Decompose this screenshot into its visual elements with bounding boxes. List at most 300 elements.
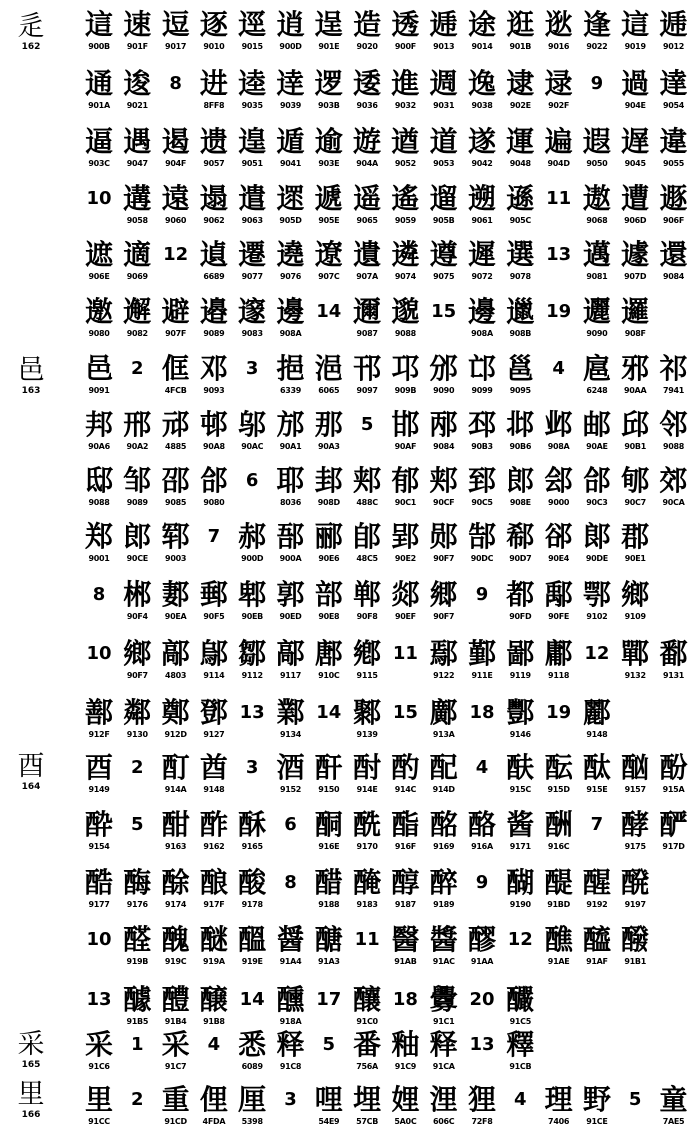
character-entry bbox=[271, 751, 311, 794]
character-entry bbox=[309, 8, 349, 51]
character-entry bbox=[462, 1083, 502, 1126]
kanji-glyph: 邈 bbox=[391, 295, 420, 328]
kanji-glyph: 鄲 bbox=[621, 637, 650, 670]
character-entry bbox=[654, 751, 694, 794]
kanji-glyph: 遙 bbox=[391, 182, 420, 215]
kanji-glyph: 釉 bbox=[391, 1028, 420, 1061]
kanji-glyph: 釋 bbox=[506, 1028, 535, 1061]
stroke-count bbox=[271, 1083, 311, 1117]
character-entry bbox=[194, 983, 234, 1026]
kanji-glyph: 酵 bbox=[621, 808, 650, 841]
character-row bbox=[80, 983, 695, 1033]
stroke-number: 2 bbox=[131, 1089, 144, 1110]
unicode-code: 9072 bbox=[471, 272, 493, 281]
character-entry bbox=[232, 67, 272, 110]
stroke-number: 2 bbox=[131, 358, 144, 379]
character-entry bbox=[500, 1028, 540, 1071]
stroke-number: 14 bbox=[316, 301, 342, 322]
character-entry bbox=[654, 808, 694, 851]
stroke-count bbox=[232, 464, 272, 498]
unicode-code: 9146 bbox=[509, 730, 531, 739]
kanji-glyph: 遂 bbox=[467, 125, 496, 158]
unicode-code: 9112 bbox=[241, 671, 263, 680]
unicode-code: 907D bbox=[624, 272, 647, 281]
character-entry bbox=[194, 696, 234, 739]
character-entry bbox=[500, 751, 540, 794]
kanji-glyph: 透 bbox=[391, 8, 420, 41]
kanji-glyph: 郢 bbox=[391, 520, 420, 553]
character-entry bbox=[271, 983, 311, 1026]
kanji-glyph: 鄹 bbox=[353, 696, 382, 729]
unicode-code: 9090 bbox=[433, 386, 455, 395]
stroke-number: 3 bbox=[245, 358, 259, 379]
character-entry bbox=[577, 751, 617, 794]
character-entry bbox=[424, 408, 464, 451]
stroke-count bbox=[271, 866, 311, 900]
unicode-code: 9052 bbox=[394, 159, 416, 168]
kanji-glyph: 酆 bbox=[506, 696, 535, 729]
kanji-glyph: 邹 bbox=[123, 464, 152, 497]
kanji-glyph: 野 bbox=[582, 1083, 611, 1116]
unicode-code: 900D bbox=[241, 554, 264, 563]
character-entry bbox=[117, 408, 157, 451]
unicode-code: 9084 bbox=[662, 272, 685, 281]
kanji-glyph: 邊 bbox=[467, 295, 496, 328]
kanji-glyph: 鄗 bbox=[276, 637, 305, 670]
kanji-glyph: 俚 bbox=[199, 1083, 228, 1116]
unicode-code: 917D bbox=[662, 842, 685, 851]
character-entry bbox=[577, 866, 617, 909]
unicode-code: 9083 bbox=[241, 329, 263, 338]
kanji-glyph: 遽 bbox=[621, 238, 650, 271]
character-entry bbox=[500, 295, 540, 338]
character-entry bbox=[79, 238, 119, 281]
unicode-code: 9088 bbox=[662, 442, 685, 451]
character-entry bbox=[385, 408, 425, 451]
kanji-glyph: 那 bbox=[314, 408, 343, 441]
kanji-glyph: 鄯 bbox=[84, 696, 113, 729]
unicode-code: 917F bbox=[203, 900, 225, 909]
kanji-glyph: 遞 bbox=[314, 182, 343, 215]
kanji-glyph: 避 bbox=[161, 295, 190, 328]
character-entry bbox=[539, 578, 579, 621]
character-entry bbox=[156, 125, 196, 168]
character-entry bbox=[500, 408, 540, 451]
unicode-code: 91C5 bbox=[509, 1017, 531, 1026]
stroke-count bbox=[232, 983, 272, 1017]
stroke-number: 5 bbox=[360, 414, 374, 435]
kanji-glyph: 邛 bbox=[391, 352, 420, 385]
unicode-code: 9020 bbox=[356, 42, 378, 51]
unicode-code: 90EA bbox=[164, 612, 187, 621]
unicode-code: 9088 bbox=[88, 498, 110, 507]
unicode-code: 9154 bbox=[88, 842, 110, 851]
character-entry bbox=[539, 637, 579, 680]
unicode-code: 908E bbox=[509, 498, 531, 507]
unicode-code: 90E8 bbox=[318, 612, 340, 621]
kanji-glyph: 郪 bbox=[161, 578, 190, 611]
character-entry bbox=[500, 696, 540, 739]
character-entry bbox=[232, 866, 272, 909]
character-entry bbox=[654, 408, 694, 451]
unicode-code: 90E6 bbox=[318, 554, 340, 563]
unicode-code: 91B5 bbox=[126, 1017, 149, 1026]
character-entry bbox=[385, 352, 425, 395]
unicode-code: 908D bbox=[317, 498, 340, 507]
character-entry bbox=[194, 637, 234, 680]
stroke-number: 8 bbox=[92, 584, 106, 605]
unicode-code: 90FD bbox=[509, 612, 532, 621]
character-entry bbox=[309, 923, 349, 966]
unicode-code: 9078 bbox=[509, 272, 531, 281]
unicode-code: 9058 bbox=[126, 216, 148, 225]
kanji-glyph: 遛 bbox=[429, 182, 458, 215]
kanji-glyph: 邪 bbox=[621, 352, 650, 385]
stroke-count bbox=[79, 182, 119, 216]
unicode-code: 90F8 bbox=[356, 612, 378, 621]
unicode-code: 9050 bbox=[586, 159, 608, 168]
kanji-glyph: 鄗 bbox=[161, 637, 190, 670]
unicode-code: 907F bbox=[165, 329, 187, 338]
character-entry bbox=[194, 923, 234, 966]
kanji-glyph: 酷 bbox=[84, 866, 113, 899]
kanji-glyph: 释 bbox=[276, 1028, 305, 1061]
character-entry bbox=[156, 696, 196, 739]
character-entry bbox=[271, 520, 311, 563]
kanji-glyph: 里 bbox=[84, 1083, 113, 1116]
character-entry bbox=[615, 182, 655, 225]
kanji-glyph: 郷 bbox=[429, 578, 458, 611]
kanji-glyph: 邇 bbox=[353, 295, 382, 328]
character-entry bbox=[462, 520, 502, 563]
stroke-count bbox=[539, 238, 579, 272]
stroke-count bbox=[500, 923, 540, 957]
unicode-code: 90A3 bbox=[317, 442, 340, 451]
character-row bbox=[80, 808, 695, 858]
radical-glyph: 辵 bbox=[17, 11, 45, 42]
unicode-code: 9000 bbox=[548, 498, 570, 507]
unicode-code: 9055 bbox=[662, 159, 685, 168]
kanji-glyph: 郴 bbox=[123, 578, 152, 611]
radical-number: 163 bbox=[21, 386, 41, 396]
character-entry bbox=[309, 866, 349, 909]
kanji-glyph: 酣 bbox=[161, 808, 190, 841]
unicode-code: 913A bbox=[432, 730, 455, 739]
character-entry bbox=[500, 520, 540, 563]
character-entry bbox=[117, 866, 157, 909]
kanji-glyph: 逍 bbox=[276, 8, 305, 41]
character-entry bbox=[577, 182, 617, 225]
unicode-code: 90EB bbox=[241, 612, 263, 621]
kanji-glyph: 遺 bbox=[353, 238, 382, 271]
kanji-glyph: 郎 bbox=[506, 464, 535, 497]
character-entry bbox=[271, 696, 311, 739]
stroke-number: 3 bbox=[284, 1089, 297, 1110]
character-entry bbox=[615, 352, 655, 395]
character-entry bbox=[424, 808, 464, 851]
character-entry bbox=[347, 808, 387, 851]
character-entry bbox=[385, 1083, 425, 1126]
character-entry bbox=[156, 808, 196, 851]
unicode-code: 7406 bbox=[548, 1117, 570, 1126]
kanji-glyph: 遵 bbox=[429, 238, 458, 271]
stroke-count bbox=[232, 352, 272, 386]
stroke-count bbox=[424, 295, 464, 329]
stroke-count bbox=[156, 67, 196, 101]
character-entry bbox=[156, 637, 196, 680]
character-entry bbox=[615, 8, 655, 51]
character-entry bbox=[654, 182, 694, 225]
stroke-number: 15 bbox=[431, 301, 457, 322]
character-entry bbox=[577, 8, 617, 51]
stroke-number: 3 bbox=[245, 757, 259, 778]
unicode-code: 91A4 bbox=[279, 957, 302, 966]
kanji-glyph: 哩 bbox=[314, 1083, 343, 1116]
character-entry bbox=[347, 696, 387, 739]
character-entry bbox=[615, 520, 655, 563]
stroke-count bbox=[347, 923, 387, 957]
kanji-glyph: 鄱 bbox=[659, 637, 688, 670]
kanji-glyph: 醯 bbox=[582, 923, 611, 956]
kanji-glyph: 醫 bbox=[391, 923, 420, 956]
character-row bbox=[80, 238, 695, 288]
unicode-code: 9054 bbox=[662, 101, 685, 110]
character-entry bbox=[462, 464, 502, 507]
unicode-code: 900B bbox=[88, 42, 110, 51]
unicode-code: 91AC bbox=[432, 957, 455, 966]
unicode-code: 90EF bbox=[394, 612, 416, 621]
stroke-number: 11 bbox=[354, 929, 380, 950]
stroke-number: 18 bbox=[392, 989, 418, 1010]
kanji-glyph: 郋 bbox=[353, 520, 382, 553]
kanji-glyph: 通 bbox=[84, 67, 113, 100]
unicode-code: 905D bbox=[279, 216, 302, 225]
unicode-code: 9085 bbox=[165, 498, 187, 507]
kanji-glyph: 酗 bbox=[621, 751, 650, 784]
character-entry bbox=[156, 751, 196, 794]
character-entry bbox=[462, 125, 502, 168]
character-entry bbox=[654, 125, 694, 168]
character-entry bbox=[117, 578, 157, 621]
character-entry bbox=[385, 866, 425, 909]
radical-number: 165 bbox=[21, 1060, 41, 1070]
unicode-code: 90B3 bbox=[471, 442, 493, 451]
kanji-glyph: 郸 bbox=[353, 578, 382, 611]
kanji-glyph: 進 bbox=[391, 67, 420, 100]
character-entry bbox=[424, 464, 464, 507]
unicode-code: 9176 bbox=[126, 900, 148, 909]
unicode-code: 9132 bbox=[624, 671, 646, 680]
stroke-count bbox=[462, 1028, 502, 1062]
kanji-glyph: 郡 bbox=[621, 520, 650, 553]
character-entry bbox=[79, 808, 119, 851]
character-row bbox=[80, 696, 695, 746]
character-row bbox=[80, 8, 695, 58]
character-entry bbox=[654, 1083, 694, 1126]
stroke-count bbox=[117, 1028, 157, 1062]
character-entry bbox=[500, 578, 540, 621]
kanji-glyph: 鄌 bbox=[314, 637, 343, 670]
stroke-number: 10 bbox=[86, 929, 112, 950]
unicode-code: 90A2 bbox=[126, 442, 149, 451]
unicode-code: 905E bbox=[318, 216, 340, 225]
character-entry bbox=[462, 238, 502, 281]
kanji-glyph: 邊 bbox=[276, 295, 305, 328]
character-entry bbox=[156, 983, 196, 1026]
kanji-glyph: 逞 bbox=[314, 8, 343, 41]
unicode-code: 914C bbox=[394, 785, 417, 794]
unicode-code: 915D bbox=[547, 785, 570, 794]
character-entry bbox=[309, 637, 349, 680]
kanji-glyph: 酴 bbox=[161, 866, 190, 899]
unicode-code: 912F bbox=[88, 730, 110, 739]
kanji-glyph: 邋 bbox=[506, 295, 535, 328]
unicode-code: 9089 bbox=[126, 498, 148, 507]
character-entry bbox=[424, 637, 464, 680]
character-row bbox=[80, 1028, 695, 1078]
kanji-glyph: 醮 bbox=[544, 923, 573, 956]
kanji-glyph: 鄘 bbox=[544, 637, 573, 670]
unicode-code: 7941 bbox=[662, 386, 685, 395]
stroke-number: 10 bbox=[86, 188, 112, 209]
unicode-code: 916F bbox=[394, 842, 416, 851]
character-entry bbox=[194, 182, 234, 225]
stroke-number: 12 bbox=[507, 929, 533, 950]
kanji-glyph: 醐 bbox=[506, 866, 535, 899]
character-entry bbox=[347, 1083, 387, 1126]
unicode-code: 90C5 bbox=[471, 498, 493, 507]
character-entry bbox=[194, 464, 234, 507]
character-entry bbox=[615, 464, 655, 507]
kanji-glyph: 逼 bbox=[84, 125, 113, 158]
character-entry bbox=[79, 520, 119, 563]
kanji-glyph: 邻 bbox=[659, 408, 688, 441]
kanji-glyph: 扈 bbox=[582, 352, 611, 385]
character-entry bbox=[117, 983, 157, 1026]
kanji-glyph: 逡 bbox=[123, 67, 152, 100]
character-entry bbox=[385, 808, 425, 851]
kanji-glyph: 采 bbox=[161, 1028, 190, 1061]
character-entry bbox=[577, 923, 617, 966]
stroke-number: 11 bbox=[392, 643, 418, 664]
character-entry bbox=[462, 182, 502, 225]
unicode-code: 903B bbox=[317, 101, 340, 110]
stroke-number: 6 bbox=[245, 470, 259, 491]
character-entry bbox=[615, 125, 655, 168]
kanji-glyph: 释 bbox=[429, 1028, 458, 1061]
unicode-code: 903E bbox=[318, 159, 340, 168]
unicode-code: 914E bbox=[356, 785, 378, 794]
character-entry bbox=[232, 520, 272, 563]
character-entry bbox=[347, 1028, 387, 1071]
kanji-glyph: 逹 bbox=[276, 67, 305, 100]
character-entry bbox=[347, 238, 387, 281]
character-entry bbox=[194, 408, 234, 451]
kanji-glyph: 遨 bbox=[582, 182, 611, 215]
character-entry bbox=[79, 67, 119, 110]
stroke-count bbox=[577, 637, 617, 671]
character-entry bbox=[117, 520, 157, 563]
stroke-number: 7 bbox=[207, 526, 221, 547]
kanji-glyph: 醵 bbox=[123, 983, 152, 1016]
radical-glyph: 酉 bbox=[17, 751, 45, 782]
stroke-number: 13 bbox=[239, 702, 265, 723]
character-entry bbox=[79, 751, 119, 794]
character-entry bbox=[539, 8, 579, 51]
kanji-glyph: 醍 bbox=[544, 866, 573, 899]
unicode-code: 915C bbox=[509, 785, 531, 794]
kanji-glyph: 醛 bbox=[123, 923, 152, 956]
stroke-number: 18 bbox=[469, 702, 495, 723]
character-entry bbox=[117, 696, 157, 739]
stroke-count bbox=[156, 238, 196, 272]
unicode-code: 9039 bbox=[279, 101, 302, 110]
kanji-glyph: 鄉 bbox=[123, 637, 152, 670]
character-entry bbox=[462, 923, 502, 966]
kanji-glyph: 過 bbox=[621, 67, 650, 100]
unicode-code: 9148 bbox=[586, 730, 608, 739]
unicode-code: 9192 bbox=[586, 900, 608, 909]
stroke-count bbox=[117, 808, 157, 842]
stroke-count bbox=[117, 1083, 157, 1117]
kanji-glyph: 郚 bbox=[276, 520, 305, 553]
unicode-code: 919B bbox=[126, 957, 149, 966]
stroke-number: 15 bbox=[392, 702, 418, 723]
stroke-number: 1 bbox=[131, 1034, 144, 1055]
kanji-glyph: 道 bbox=[429, 125, 458, 158]
character-entry bbox=[615, 67, 655, 110]
character-entry bbox=[117, 182, 157, 225]
kanji-glyph: 逶 bbox=[353, 67, 382, 100]
unicode-code: 900A bbox=[279, 554, 302, 563]
kanji-glyph: 遅 bbox=[621, 125, 650, 158]
kanji-glyph: 鄞 bbox=[467, 637, 496, 670]
unicode-code: 90AE bbox=[586, 442, 608, 451]
character-row bbox=[80, 408, 695, 458]
unicode-code: 90A8 bbox=[203, 442, 225, 451]
character-entry bbox=[232, 295, 272, 338]
unicode-code: 9045 bbox=[624, 159, 646, 168]
unicode-code: 904D bbox=[547, 159, 570, 168]
character-entry bbox=[577, 1083, 617, 1126]
kanji-glyph: 酽 bbox=[659, 808, 688, 841]
kanji-glyph: 逓 bbox=[659, 8, 688, 41]
unicode-code: 914A bbox=[164, 785, 187, 794]
unicode-code: 903C bbox=[88, 159, 110, 168]
unicode-code: 9178 bbox=[241, 900, 263, 909]
unicode-code: 6689 bbox=[203, 272, 225, 281]
kanji-glyph: 浬 bbox=[429, 1083, 458, 1116]
character-entry bbox=[117, 637, 157, 680]
character-entry bbox=[156, 866, 196, 909]
unicode-code: 915E bbox=[586, 785, 608, 794]
character-entry bbox=[194, 125, 234, 168]
kanji-glyph: 酰 bbox=[353, 808, 382, 841]
kanji-glyph: 逯 bbox=[544, 67, 573, 100]
character-entry bbox=[615, 808, 655, 851]
character-entry bbox=[232, 923, 272, 966]
kanji-glyph: 邉 bbox=[199, 295, 228, 328]
unicode-code: 9139 bbox=[356, 730, 378, 739]
unicode-code: 9127 bbox=[203, 730, 225, 739]
unicode-code: 756A bbox=[356, 1062, 378, 1071]
radical-header bbox=[10, 356, 52, 397]
kanji-glyph: 選 bbox=[506, 238, 535, 271]
kanji-glyph: 邗 bbox=[353, 352, 382, 385]
unicode-code: 9041 bbox=[279, 159, 302, 168]
kanji-glyph: 郫 bbox=[238, 578, 267, 611]
unicode-code: 907A bbox=[356, 272, 378, 281]
